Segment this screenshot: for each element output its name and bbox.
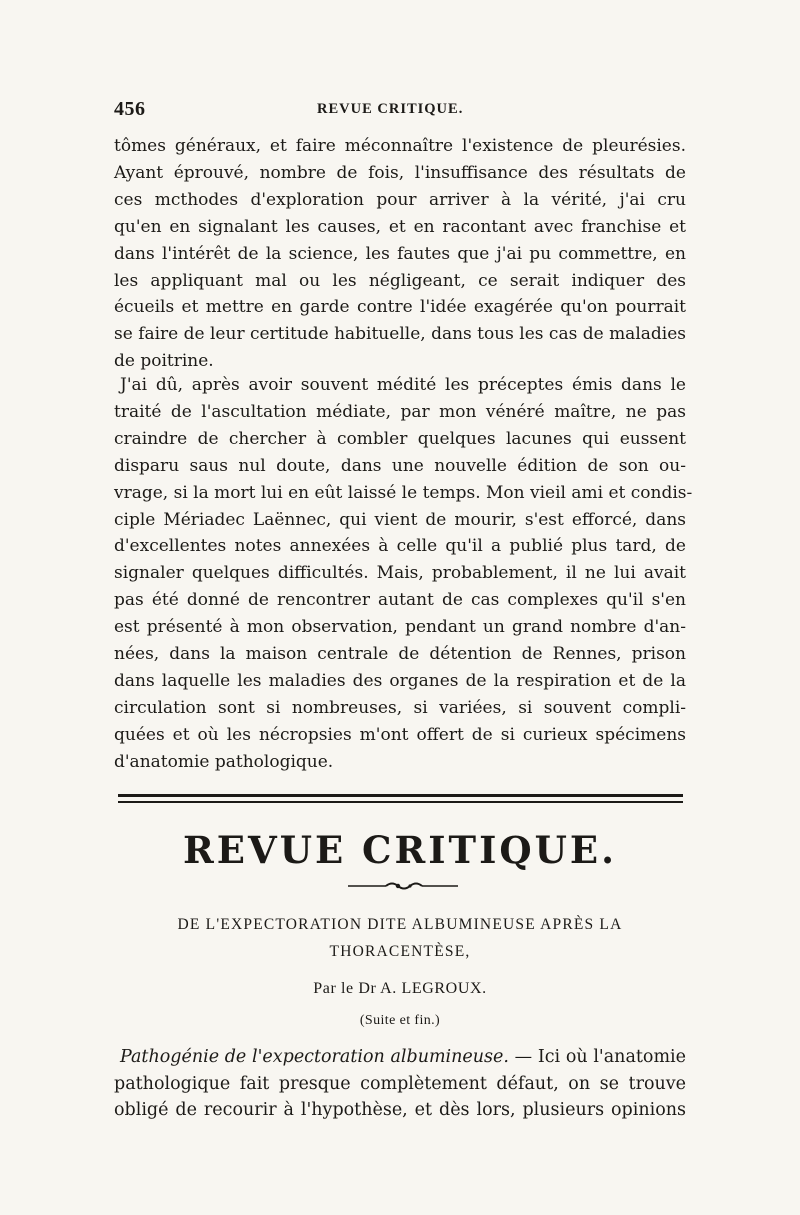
article-title-line-1: DE L'EXPECTORATION DITE ALBUMINEUSE APRÈS LA bbox=[177, 916, 623, 933]
paragraph-line: pathologique fait presque complètement défaut, on se trouve bbox=[114, 1073, 686, 1094]
paragraph-line: d'excellentes notes annexées à celle qu'il a publié plus tard, de bbox=[114, 536, 686, 557]
paragraph-line: de poitrine. bbox=[114, 351, 214, 372]
paragraph-line: quées et où les nécropsies m'ont offert de si curieux spécimens bbox=[114, 724, 686, 745]
paragraph-line: pas été donné de rencontrer autant de cas complexes qu'il s'en bbox=[114, 590, 686, 611]
paragraph-line: nées, dans la maison centrale de détention de Rennes, prison bbox=[114, 644, 686, 665]
paragraph-line: signaler quelques difficultés. Mais, probablement, il ne lui avait bbox=[114, 563, 686, 584]
paragraph-line: dans l'intérêt de la science, les fautes que j'ai pu commettre, en bbox=[114, 243, 686, 264]
author-byline: Par le Dr A. LEGROUX. bbox=[313, 980, 487, 997]
paragraph-line: vrage, si la mort lui en eût laissé le temps. Mon vieil ami et condis- bbox=[114, 482, 693, 503]
paragraph-line: traité de l'ascultation médiate, par mon vénéré maître, ne pas bbox=[114, 401, 686, 422]
paragraph-line: craindre de chercher à combler quelques lacunes qui eussent bbox=[114, 428, 686, 449]
paragraph-line: ces mcthodes d'exploration pour arriver à la vérité, j'ai cru bbox=[114, 189, 686, 210]
ornament-divider-icon bbox=[348, 880, 458, 892]
paragraph-3 bbox=[114, 1044, 686, 1124]
paragraph-line: obligé de recourir à l'hypothèse, et dès lors, plusieurs opinions bbox=[114, 1100, 686, 1120]
paragraph-line: tômes généraux, et faire méconnaître l'existence de pleurésies. bbox=[114, 136, 686, 156]
paragraph-line: d'anatomie pathologique. bbox=[114, 751, 334, 772]
paragraph-line: Ayant éprouvé, nombre de fois, l'insuffisance des résultats de bbox=[114, 162, 686, 183]
double-rule-divider bbox=[118, 794, 683, 806]
article-title-line-2: THORACENTÈSE, bbox=[329, 943, 471, 960]
italic-lead-phrase: Pathogénie de l'expectoration albumineuse. bbox=[120, 1047, 509, 1067]
paragraph-line: J'ai dû, après avoir souvent médité les préceptes émis dans le bbox=[120, 375, 686, 395]
paragraph-line: écueils et mettre en garde contre l'idée exagérée qu'on pourrait bbox=[114, 297, 686, 318]
page-number: 456 bbox=[114, 98, 146, 120]
paragraph-line: qu'en en signalant les causes, et en racontant avec franchise et bbox=[114, 216, 686, 237]
paragraph-line: est présenté à mon observation, pendant un grand nombre d'an- bbox=[114, 617, 686, 638]
paragraph-1 bbox=[114, 133, 686, 375]
running-title: REVUE CRITIQUE. bbox=[317, 101, 464, 117]
thick-rule bbox=[118, 794, 683, 797]
paragraph-line: se faire de leur certitude habituelle, dans tous les cas de maladies bbox=[114, 324, 686, 345]
thin-rule bbox=[118, 801, 683, 803]
paragraph-line: disparu saus nul doute, dans une nouvelle édition de son ou- bbox=[114, 455, 686, 476]
paragraph-line: ciple Mériadec Laënnec, qui vient de mourir, s'est efforcé, dans bbox=[114, 509, 686, 530]
section-title: REVUE CRITIQUE. bbox=[183, 828, 617, 872]
running-head bbox=[114, 98, 686, 122]
lead-line-rest: — Ici où l'anatomie bbox=[508, 1047, 686, 1067]
paragraph-first-line bbox=[114, 1044, 686, 1071]
paragraph-2 bbox=[114, 372, 693, 776]
paragraph-line: les appliquant mal ou les négligeant, ce serait indiquer des bbox=[114, 270, 686, 291]
paragraph-line: circulation sont si nombreuses, si variées, si souvent compli- bbox=[114, 697, 686, 718]
paragraph-line: dans laquelle les maladies des organes de la respiration et de la bbox=[114, 670, 686, 691]
continuation-note: (Suite et fin.) bbox=[359, 1013, 441, 1028]
